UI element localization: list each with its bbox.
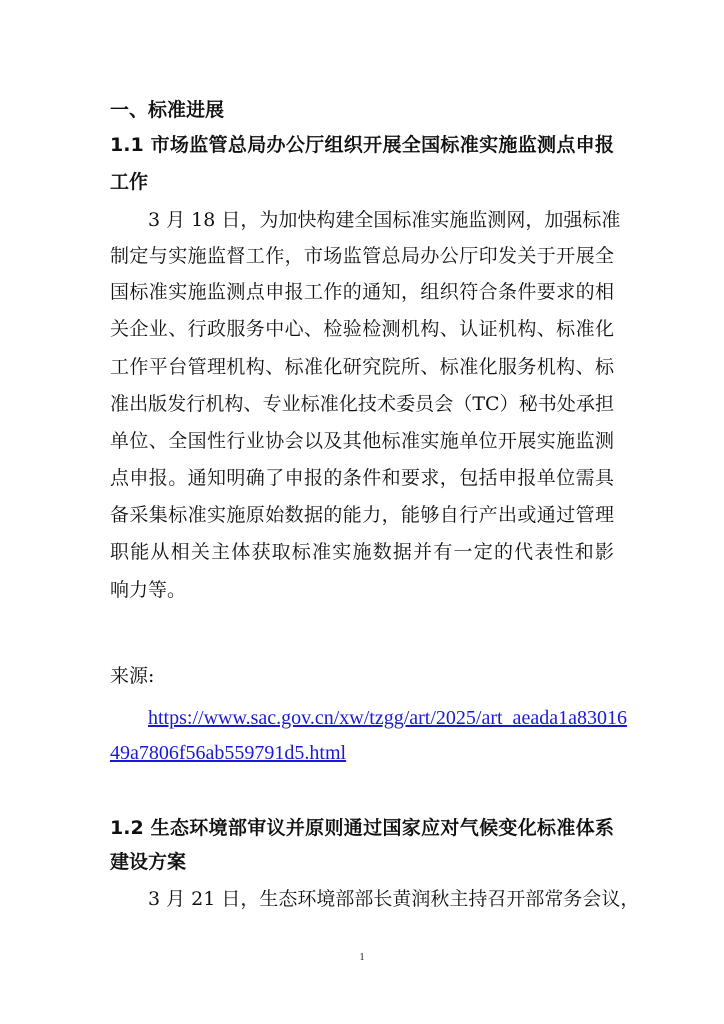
- page-number: 1: [359, 952, 365, 963]
- body-line: 3 月 21 日，生态环境部部长黄润秋主持召开部常务会议，: [148, 888, 640, 910]
- item2-title-line: 1.2 生态环境部审议并原则通过国家应对气候变化标准体系: [110, 817, 614, 839]
- item1-title-line: 1.1 市场监管总局办公厅组织开展全国标准实施监测点申报: [110, 134, 614, 156]
- source-link-continued[interactable]: 49a7806f56ab559791d5.html: [110, 742, 347, 764]
- body-line: 职能从相关主体获取标准实施数据并有一定的代表性和影: [110, 541, 614, 563]
- body-line: 制定与实施监督工作，市场监管总局办公厅印发关于开展全: [110, 245, 614, 267]
- body-line: 国标准实施监测点申报工作的通知，组织符合条件要求的相: [110, 281, 614, 303]
- body-line: 3 月 18 日，为加快构建全国标准实施监测网，加强标准: [148, 209, 621, 231]
- source-label: 来源:: [110, 665, 155, 687]
- body-line: 关企业、行政服务中心、检验检测机构、认证机构、标准化: [110, 318, 614, 340]
- item1-title-line: 工作: [110, 171, 149, 193]
- item2-title-line: 建设方案: [110, 851, 187, 873]
- source-link[interactable]: https://www.sac.gov.cn/xw/tzgg/art/2025/art_aeada1a83016: [148, 707, 627, 729]
- body-line: 点申报。通知明确了申报的条件和要求，包括申报单位需具: [110, 467, 614, 489]
- body-line: 单位、全国性行业协会以及其他标准实施单位开展实施监测: [110, 430, 614, 452]
- body-line: 准出版发行机构、专业标准化技术委员会（TC）秘书处承担: [110, 393, 614, 415]
- body-line: 响力等。: [110, 579, 187, 601]
- section-title: 一、标准进展: [110, 99, 225, 121]
- body-line: 工作平台管理机构、标准化研究院所、标准化服务机构、标: [110, 356, 614, 378]
- body-line: 备采集标准实施原始数据的能力，能够自行产出或通过管理: [110, 504, 614, 526]
